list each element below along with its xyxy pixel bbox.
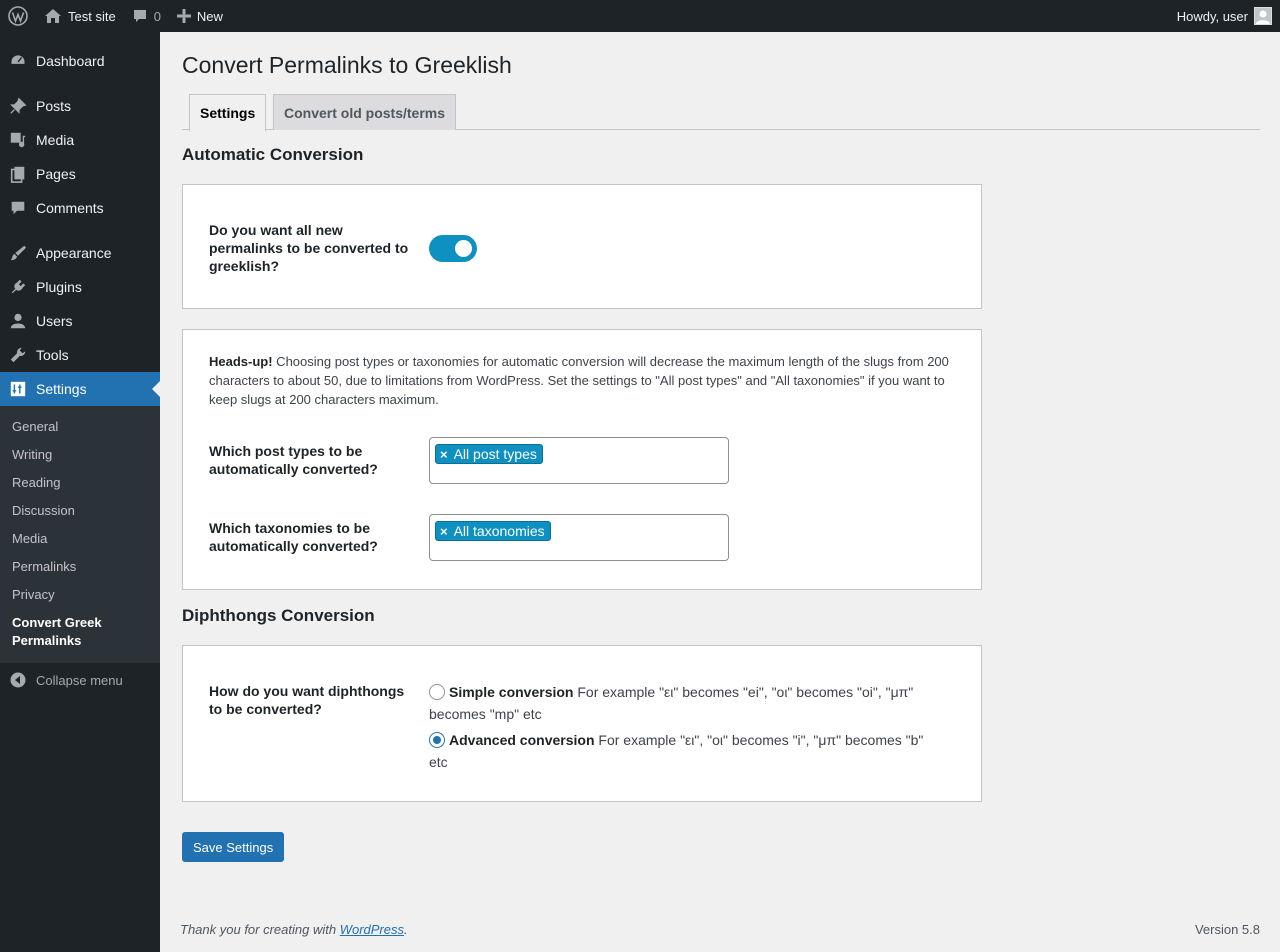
menu-users[interactable]: [0, 304, 160, 338]
post-types-chip: [435, 444, 543, 464]
remove-chip-icon[interactable]: ×: [440, 523, 448, 539]
notice-strong: Heads-up!: [209, 354, 273, 369]
comments-count: 0: [153, 8, 161, 24]
diphthongs-question: [209, 682, 404, 718]
menu-label: Users: [36, 313, 73, 329]
user-icon: [0, 312, 36, 330]
collapse-arrow-icon: [0, 672, 36, 688]
plug-icon: [0, 278, 36, 296]
section-automatic-heading: Automatic Conversion: [182, 145, 364, 164]
submenu-writing[interactable]: Writing: [12, 447, 53, 462]
section-diphthongs-heading: Diphthongs Conversion: [182, 606, 375, 625]
wrench-icon: [0, 346, 36, 364]
auto-question-line: Do you want all new: [209, 222, 343, 238]
greeting: Howdy, user: [1176, 8, 1248, 24]
new-content-link[interactable]: [169, 0, 231, 32]
wordpress-logo-icon[interactable]: [0, 0, 36, 32]
toggle-knob: [455, 240, 472, 257]
main-content: [182, 32, 1260, 855]
menu-posts[interactable]: [0, 89, 160, 123]
menu-pages[interactable]: [0, 157, 160, 191]
media-icon: [0, 131, 36, 149]
menu-plugins[interactable]: [0, 270, 160, 304]
pages-icon: [0, 165, 36, 183]
menu-label: Pages: [36, 166, 76, 182]
menu-label: Media: [36, 132, 75, 148]
submenu-discussion[interactable]: Discussion: [12, 503, 75, 518]
thanks-prefix: Thank you for creating with: [180, 922, 340, 937]
menu-label: Dashboard: [36, 53, 105, 69]
taxonomies-question-line: Which taxonomies to be: [209, 520, 371, 536]
auto-convert-toggle[interactable]: [429, 235, 477, 262]
menu-settings[interactable]: [0, 372, 160, 406]
settings-submenu: [0, 406, 160, 663]
home-icon: [44, 8, 62, 24]
taxonomies-question: [209, 519, 378, 555]
notice-text: Choosing post types or taxonomies for automatic conversion will decrease the maximum length of the slugs from 200 characters to about 50, due to limitations from WordPress. Set the settings to "All post types" and "All taxonomies" if you want to keep slugs at 200 characters maximum.: [209, 354, 949, 407]
comments-link[interactable]: [124, 0, 169, 32]
auto-question-line: greeklish?: [209, 258, 280, 274]
collapse-menu-button[interactable]: [0, 663, 160, 697]
post-types-card: [182, 329, 982, 590]
diphthongs-card: [182, 645, 982, 802]
comment-icon: [0, 199, 36, 217]
page-title: Convert Permalinks to Greeklish: [182, 52, 512, 78]
tab-convert-old[interactable]: Convert old posts/terms: [273, 94, 456, 130]
version-text: Version 5.8: [1194, 922, 1260, 937]
submenu-reading[interactable]: Reading: [12, 475, 61, 490]
brush-icon: [0, 244, 36, 262]
taxonomies-select[interactable]: [429, 514, 729, 561]
admin-sidebar: [0, 32, 160, 952]
submenu-general[interactable]: General: [12, 419, 59, 434]
admin-bar: [0, 0, 1280, 32]
advanced-label: Advanced conversion: [449, 732, 595, 748]
footer-thanks: [180, 922, 408, 937]
remove-chip-icon[interactable]: ×: [440, 446, 448, 462]
settings-icon: [0, 380, 36, 398]
submenu-current-line1: Convert Greek: [12, 615, 102, 630]
dashboard-icon: [0, 52, 36, 70]
heads-up-notice: [209, 352, 959, 409]
comment-bubble-icon: [132, 8, 148, 24]
post-types-question-line: Which post types to be: [209, 443, 363, 459]
chip-label: All taxonomies: [453, 523, 545, 539]
taxonomies-chip: [435, 521, 551, 541]
new-label: New: [196, 8, 223, 24]
menu-label: Comments: [36, 200, 104, 216]
simple-radio[interactable]: [429, 684, 445, 700]
menu-label: Tools: [36, 347, 69, 363]
simple-desc: For example "ει" becomes "ei", "οι" becomes "oi", "μπ" becomes "mp" etc: [429, 684, 914, 722]
advanced-desc: For example "ει", "οι" becomes "i", "μπ" becomes "b" etc: [429, 732, 924, 770]
tab-settings[interactable]: Settings: [189, 94, 266, 131]
diphthongs-question-line: to be converted?: [209, 701, 322, 717]
submenu-convert-greek-permalinks[interactable]: [0, 609, 160, 655]
submenu-privacy[interactable]: Privacy: [12, 587, 55, 602]
simple-conversion-option[interactable]: [429, 681, 929, 725]
menu-comments[interactable]: [0, 191, 160, 225]
wordpress-link[interactable]: WordPress: [339, 922, 404, 937]
post-types-question: [209, 442, 378, 478]
pin-icon: [0, 97, 36, 115]
tab-bar: [182, 94, 1260, 130]
chip-label: All post types: [453, 446, 537, 462]
my-account[interactable]: [1177, 0, 1272, 32]
avatar: [1254, 7, 1272, 25]
menu-dashboard[interactable]: [0, 44, 160, 78]
menu-label: Posts: [36, 98, 72, 114]
auto-question: [209, 221, 408, 275]
menu-tools[interactable]: [0, 338, 160, 372]
advanced-conversion-option[interactable]: [429, 729, 929, 773]
collapse-label: Collapse menu: [36, 672, 123, 688]
menu-label: Settings: [36, 381, 87, 397]
menu-media[interactable]: [0, 123, 160, 157]
submenu-permalinks[interactable]: Permalinks: [12, 559, 77, 574]
auto-question-line: permalinks to be converted to: [209, 240, 409, 256]
post-types-select[interactable]: [429, 437, 729, 484]
menu-label: Plugins: [36, 279, 82, 295]
save-settings-button[interactable]: Save Settings: [182, 832, 284, 862]
automatic-conversion-card: [182, 184, 982, 309]
plus-icon: [177, 9, 191, 23]
submenu-current-line2: Permalinks: [12, 633, 82, 648]
diphthongs-question-line: How do you want diphthongs: [209, 683, 405, 699]
menu-label: Appearance: [36, 245, 112, 261]
taxonomies-question-line: automatically converted?: [209, 538, 378, 554]
advanced-radio[interactable]: [429, 732, 445, 748]
thanks-suffix: .: [404, 922, 408, 937]
submenu-media[interactable]: Media: [12, 531, 48, 546]
site-name: Test site: [68, 8, 116, 24]
site-name-link[interactable]: [36, 0, 124, 32]
post-types-question-line: automatically converted?: [209, 461, 378, 477]
menu-appearance[interactable]: [0, 236, 160, 270]
simple-label: Simple conversion: [449, 684, 574, 700]
